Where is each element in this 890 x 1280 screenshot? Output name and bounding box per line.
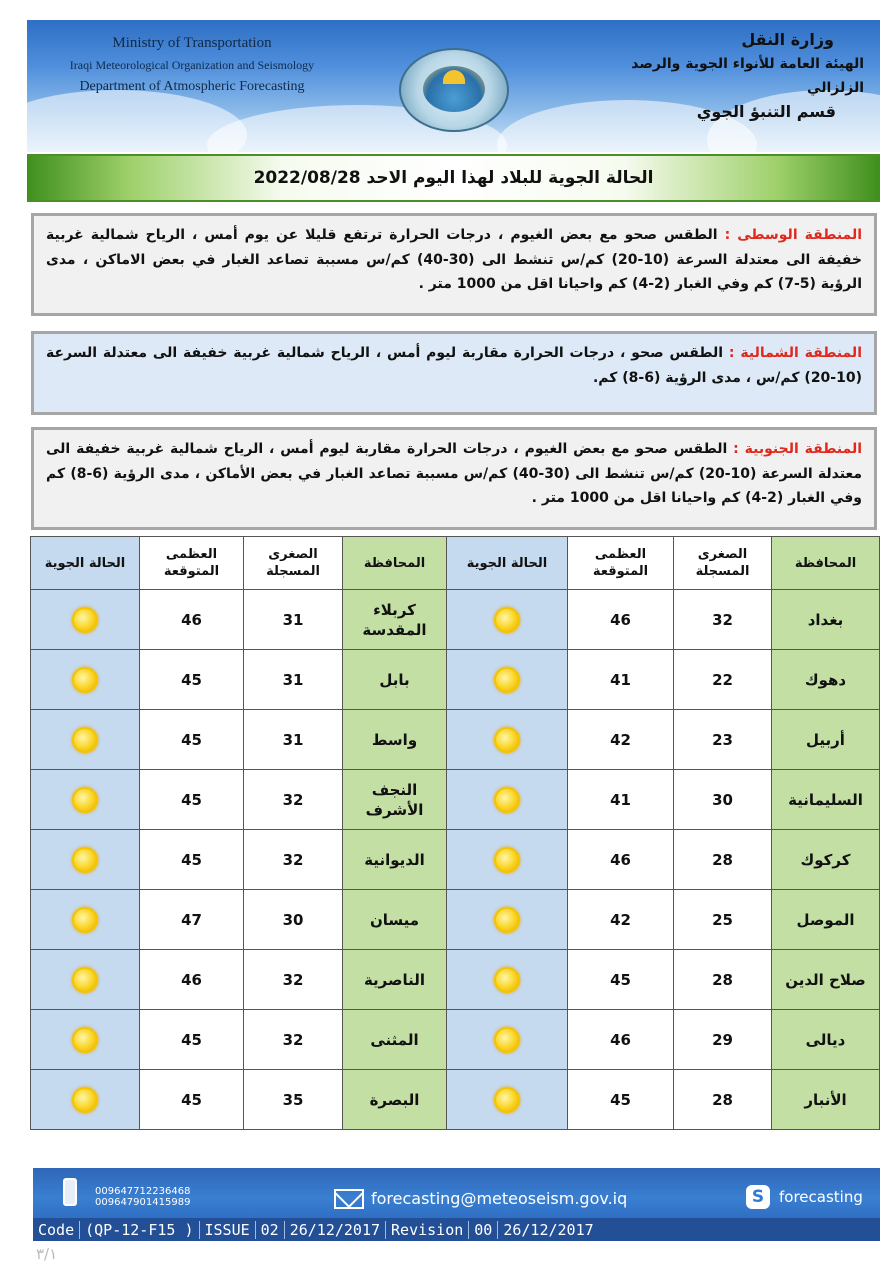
sun-icon	[72, 727, 98, 753]
header-min-temp: الصغرى المسجلة	[244, 537, 343, 590]
min-temp: 28	[674, 950, 772, 1010]
max-temp: 45	[140, 650, 244, 710]
min-temp: 32	[674, 590, 772, 650]
region-central-text: الطقس صحو مع بعض الغيوم ، درجات الحرارة ترتفع قليلا عن يوم أمس ، الرياح شمالية غربية خفيفة الى معتدلة السرعة (10-20) كم/س تنشط الى (30-40) كم/س مسببة تصاعد الغبار في بعض الاماكن ، مدى الرؤية (5-7) كم وفي الغبار (2-4) كم واحيانا اقل من 1000 متر .	[46, 227, 863, 292]
weather-cell	[447, 1010, 568, 1070]
sun-icon	[72, 607, 98, 633]
governorate-name: المثنى	[343, 1010, 447, 1070]
skype-icon: S	[746, 1185, 770, 1209]
weather-cell	[447, 650, 568, 710]
region-north-name: المنطقة الشمالية :	[728, 345, 862, 361]
table-row	[31, 590, 880, 650]
max-temp: 45	[140, 1070, 244, 1130]
region-south	[31, 427, 877, 530]
governorate-name: بغداد	[772, 590, 880, 650]
max-temp: 41	[568, 650, 674, 710]
sun-icon	[494, 907, 520, 933]
header-governorate: المحافظة	[343, 537, 447, 590]
max-temp: 45	[568, 1070, 674, 1130]
governorate-name: الأنبار	[772, 1070, 880, 1130]
min-temp: 30	[244, 890, 343, 950]
sun-icon	[72, 667, 98, 693]
code-label: Code	[33, 1221, 80, 1239]
weather-cell	[447, 590, 568, 650]
header-max-temp: العظمى المتوقعة	[140, 537, 244, 590]
sun-icon	[494, 727, 520, 753]
revision-number: 00	[469, 1221, 498, 1239]
governorate-forecast-table	[30, 536, 880, 1130]
governorate-name: الناصرية	[343, 950, 447, 1010]
code-value: (QP-12-F15 )	[80, 1221, 199, 1239]
max-temp: 42	[568, 890, 674, 950]
max-temp: 46	[568, 830, 674, 890]
weather-cell	[31, 650, 140, 710]
min-temp: 30	[674, 770, 772, 830]
sun-icon	[72, 1087, 98, 1113]
header-arabic	[604, 28, 864, 124]
region-north-text: الطقس صحو ، درجات الحرارة مقاربة ليوم أمس ، الرياح شمالية غربية خفيفة الى معتدلة السرعة (10-20) كم/س ، مدى الرؤية (6-8) كم.	[46, 345, 862, 386]
governorate-name: صلاح الدين	[772, 950, 880, 1010]
phone-number: 009647712236468	[95, 1186, 191, 1197]
revision-label: Revision	[386, 1221, 469, 1239]
max-temp: 46	[568, 590, 674, 650]
sun-icon	[72, 907, 98, 933]
ministry-name-en: Ministry of Transportation	[112, 35, 272, 51]
governorate-name: أربيل	[772, 710, 880, 770]
min-temp: 32	[244, 1010, 343, 1070]
department-name-ar: قسم التنبؤ الجوي	[696, 102, 836, 121]
min-temp: 22	[674, 650, 772, 710]
page-footer	[33, 1168, 880, 1241]
region-north	[31, 331, 877, 415]
governorate-name: بابل	[343, 650, 447, 710]
phone-number: 009647901415989	[95, 1197, 191, 1208]
skype-contact[interactable]: forecasting	[779, 1188, 863, 1206]
weather-cell	[447, 1070, 568, 1130]
min-temp: 28	[674, 1070, 772, 1130]
max-temp: 46	[140, 950, 244, 1010]
min-temp: 25	[674, 890, 772, 950]
sun-icon	[494, 847, 520, 873]
table-row	[31, 890, 880, 950]
governorate-name: كركوك	[772, 830, 880, 890]
table-row	[31, 650, 880, 710]
sun-icon	[72, 1027, 98, 1053]
header-min-temp: الصغرى المسجلة	[674, 537, 772, 590]
header-english	[47, 32, 337, 98]
governorate-name: دهوك	[772, 650, 880, 710]
sun-icon	[494, 1027, 520, 1053]
page-header	[27, 20, 880, 152]
weather-cell	[447, 830, 568, 890]
table-row	[31, 950, 880, 1010]
ministry-logo	[399, 48, 509, 132]
region-south-name: المنطقة الجنوبية :	[733, 441, 862, 457]
sun-icon	[494, 607, 520, 633]
issue-date: 26/12/2017	[285, 1221, 386, 1239]
region-central	[31, 213, 877, 316]
sun-icon	[72, 787, 98, 813]
issue-label: ISSUE	[200, 1221, 256, 1239]
min-temp: 31	[244, 710, 343, 770]
issue-number: 02	[256, 1221, 285, 1239]
weather-cell	[447, 770, 568, 830]
table-row	[31, 1070, 880, 1130]
email-link[interactable]: forecasting@meteoseism.gov.iq	[371, 1189, 628, 1208]
weather-cell	[31, 590, 140, 650]
sun-icon	[72, 967, 98, 993]
weather-cell	[31, 890, 140, 950]
governorate-name: ميسان	[343, 890, 447, 950]
weather-cell	[31, 770, 140, 830]
contact-bar	[33, 1168, 880, 1218]
document-control-bar	[33, 1218, 880, 1241]
governorate-name: الديوانية	[343, 830, 447, 890]
header-governorate: المحافظة	[772, 537, 880, 590]
min-temp: 35	[244, 1070, 343, 1130]
min-temp: 29	[674, 1010, 772, 1070]
governorate-name: واسط	[343, 710, 447, 770]
governorate-name: السليمانية	[772, 770, 880, 830]
weather-cell	[447, 710, 568, 770]
sun-icon	[72, 847, 98, 873]
sun-icon	[494, 967, 520, 993]
phone-icon	[63, 1178, 77, 1206]
min-temp: 32	[244, 830, 343, 890]
weather-cell	[31, 1070, 140, 1130]
table-row	[31, 770, 880, 830]
sun-icon	[494, 667, 520, 693]
max-temp: 45	[140, 1010, 244, 1070]
governorate-name: ديالى	[772, 1010, 880, 1070]
header-max-temp: العظمى المتوقعة	[568, 537, 674, 590]
email-icon	[334, 1189, 364, 1209]
min-temp: 28	[674, 830, 772, 890]
max-temp: 45	[140, 710, 244, 770]
weather-cell	[31, 950, 140, 1010]
max-temp: 46	[568, 1010, 674, 1070]
weather-cell	[447, 950, 568, 1010]
max-temp: 47	[140, 890, 244, 950]
page-number: ٣/١	[36, 1245, 58, 1263]
header-weather: الحالة الجوية	[447, 537, 568, 590]
governorate-name: الموصل	[772, 890, 880, 950]
ministry-name-ar: وزارة النقل	[741, 30, 834, 49]
max-temp: 45	[140, 770, 244, 830]
table-row	[31, 710, 880, 770]
governorate-name: النجف الأشرف	[343, 770, 447, 830]
min-temp: 32	[244, 770, 343, 830]
min-temp: 31	[244, 590, 343, 650]
organization-name-en: Iraqi Meteorological Organization and Seismology	[69, 58, 315, 72]
header-weather: الحالة الجوية	[31, 537, 140, 590]
weather-cell	[31, 830, 140, 890]
governorate-name: البصرة	[343, 1070, 447, 1130]
phone-numbers	[95, 1186, 190, 1208]
max-temp: 46	[140, 590, 244, 650]
table-row	[31, 830, 880, 890]
governorate-name: كربلاء المقدسة	[343, 590, 447, 650]
weather-cell	[447, 890, 568, 950]
weather-cell	[31, 710, 140, 770]
table-header-row	[31, 537, 880, 590]
table-row	[31, 1010, 880, 1070]
max-temp: 45	[568, 950, 674, 1010]
report-title: الحالة الجوية للبلاد لهذا اليوم الاحد 2022/08/28	[27, 154, 880, 202]
sun-icon	[494, 787, 520, 813]
max-temp: 45	[140, 830, 244, 890]
region-south-text: الطقس صحو مع بعض الغيوم ، درجات الحرارة مقاربة ليوم أمس ، الرياح شمالية غربية خفيفة الى معتدلة السرعة (10-20) كم/س تنشط الى (30-40) كم/س مسببة تصاعد الغبار في بعض الأماكن ، مدى الرؤية (6-8) كم وفي الغبار (2-4) كم واحيانا اقل من 1000 متر .	[46, 441, 862, 506]
max-temp: 41	[568, 770, 674, 830]
min-temp: 32	[244, 950, 343, 1010]
organization-name-ar: الهيئة العامة للأنواء الجوية والرصد الزلزالي	[631, 56, 864, 96]
department-name-en: Department of Atmospheric Forecasting	[79, 79, 305, 94]
min-temp: 23	[674, 710, 772, 770]
sun-icon	[494, 1087, 520, 1113]
max-temp: 42	[568, 710, 674, 770]
revision-date: 26/12/2017	[503, 1220, 594, 1239]
region-central-name: المنطقة الوسطى :	[724, 227, 862, 243]
weather-cell	[31, 1010, 140, 1070]
min-temp: 31	[244, 650, 343, 710]
